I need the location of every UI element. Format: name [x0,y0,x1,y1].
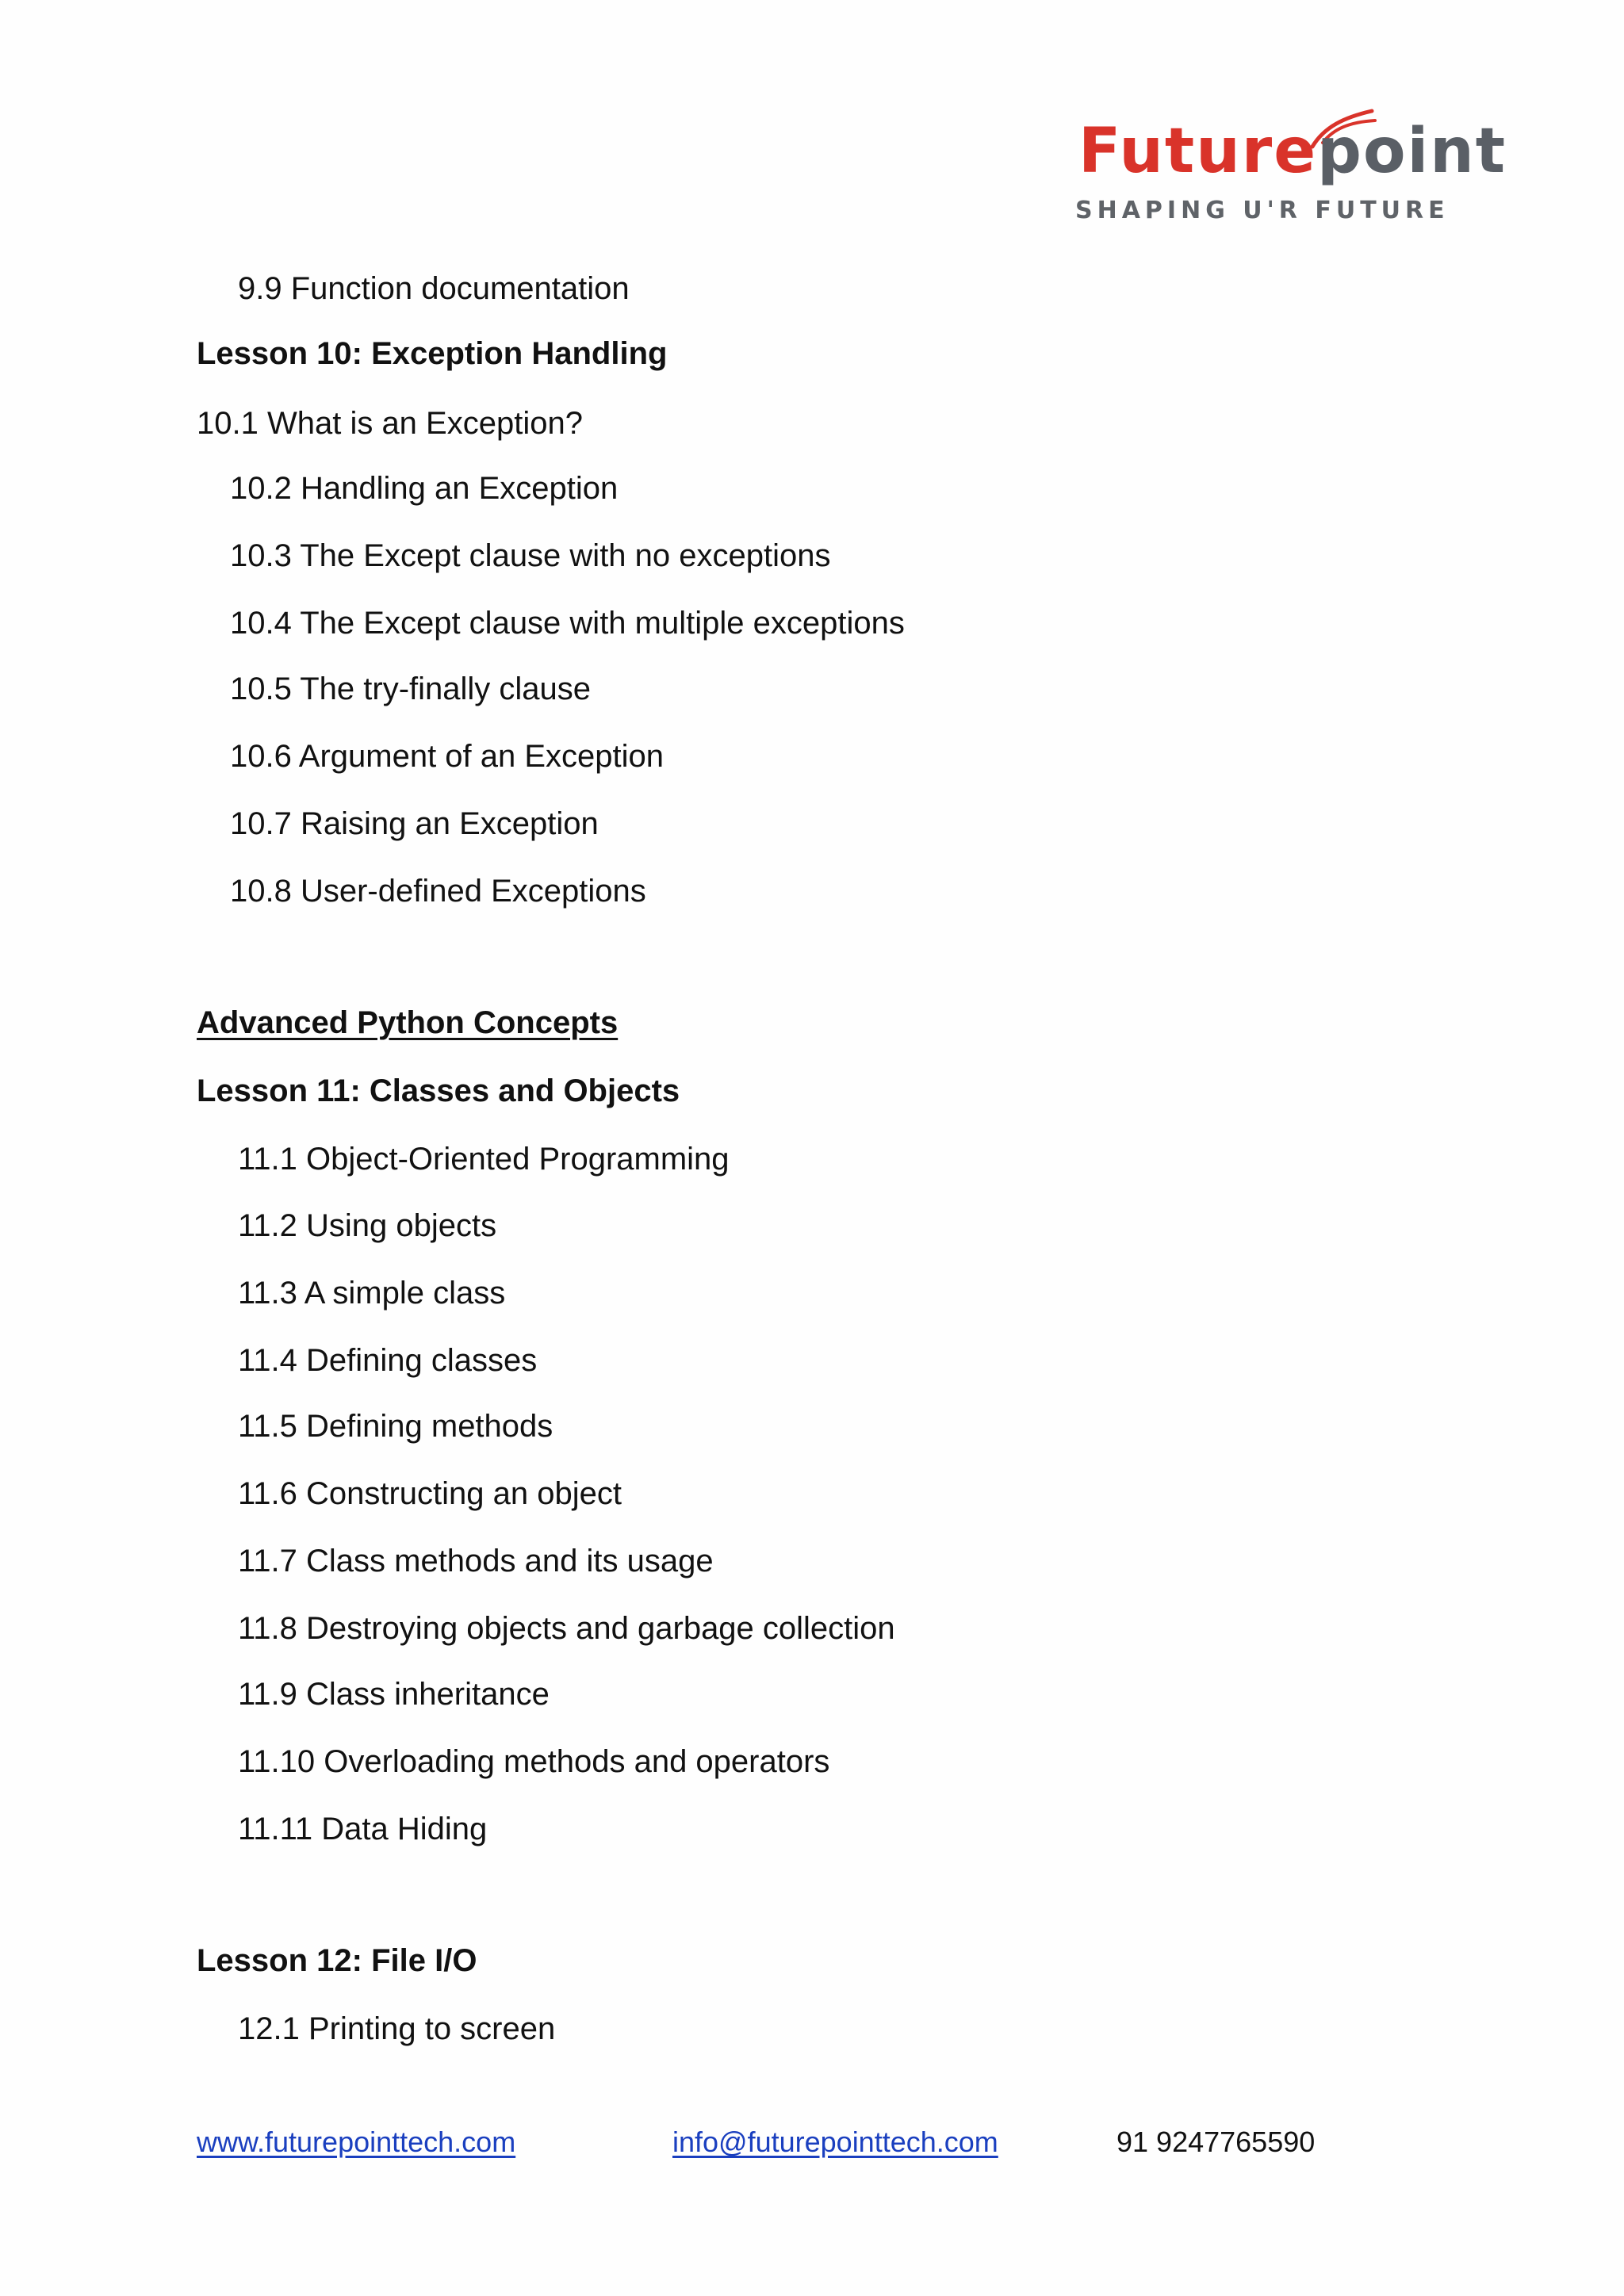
footer-phone: 91 9247765590 [1116,2126,1316,2158]
toc-item-11-5: 11.5 Defining methods [238,1409,553,1444]
futurepoint-logo [1071,103,1507,238]
toc-item-10-3: 10.3 The Except clause with no exceptions [230,538,831,573]
toc-item-10-5: 10.5 The try-finally clause [230,672,592,706]
toc-item-10-6: 10.6 Argument of an Exception [230,739,665,774]
toc-item-11-7: 11.7 Class methods and its usage [238,1544,714,1578]
toc-item-10-2: 10.2 Handling an Exception [230,471,619,506]
lesson-11-heading: Lesson 11: Classes and Objects [197,1073,680,1108]
toc-item-11-9: 11.9 Class inheritance [238,1677,550,1712]
logo-wordmark [1078,116,1507,187]
toc-item-11-1: 11.1 Object-Oriented Programming [238,1142,730,1177]
toc-item-11-8: 11.8 Destroying objects and garbage collection [238,1611,895,1646]
toc-item-11-3: 11.3 A simple class [238,1276,506,1311]
logo-word-point: point [1317,116,1507,187]
footer-website-link[interactable]: www.futurepointtech.com [197,2126,516,2158]
toc-item-10-8: 10.8 User-defined Exceptions [230,874,646,909]
footer-email-link[interactable]: info@futurepointtech.com [672,2126,998,2158]
toc-item-10-7: 10.7 Raising an Exception [230,806,599,841]
toc-item-10-4: 10.4 The Except clause with multiple exceptions [230,606,905,641]
toc-item-11-10: 11.10 Overloading methods and operators [238,1744,830,1779]
toc-item-11-2: 11.2 Using objects [238,1208,497,1243]
section-heading-advanced-python: Advanced Python Concepts [197,1005,619,1040]
toc-item-11-4: 11.4 Defining classes [238,1343,538,1378]
toc-item-12-1: 12.1 Printing to screen [238,2011,556,2046]
lesson-10-heading: Lesson 10: Exception Handling [197,336,668,371]
lesson-12-heading: Lesson 12: File I/O [197,1943,477,1978]
toc-item-11-11: 11.11 Data Hiding [238,1812,488,1846]
toc-item-9-9: 9.9 Function documentation [238,271,630,306]
logo-tagline: SHAPING U'R FUTURE [1075,197,1450,224]
logo-word-future: Future [1078,116,1318,187]
toc-item-11-6: 11.6 Constructing an object [238,1476,622,1511]
toc-item-10-1: 10.1 What is an Exception? [197,406,583,441]
